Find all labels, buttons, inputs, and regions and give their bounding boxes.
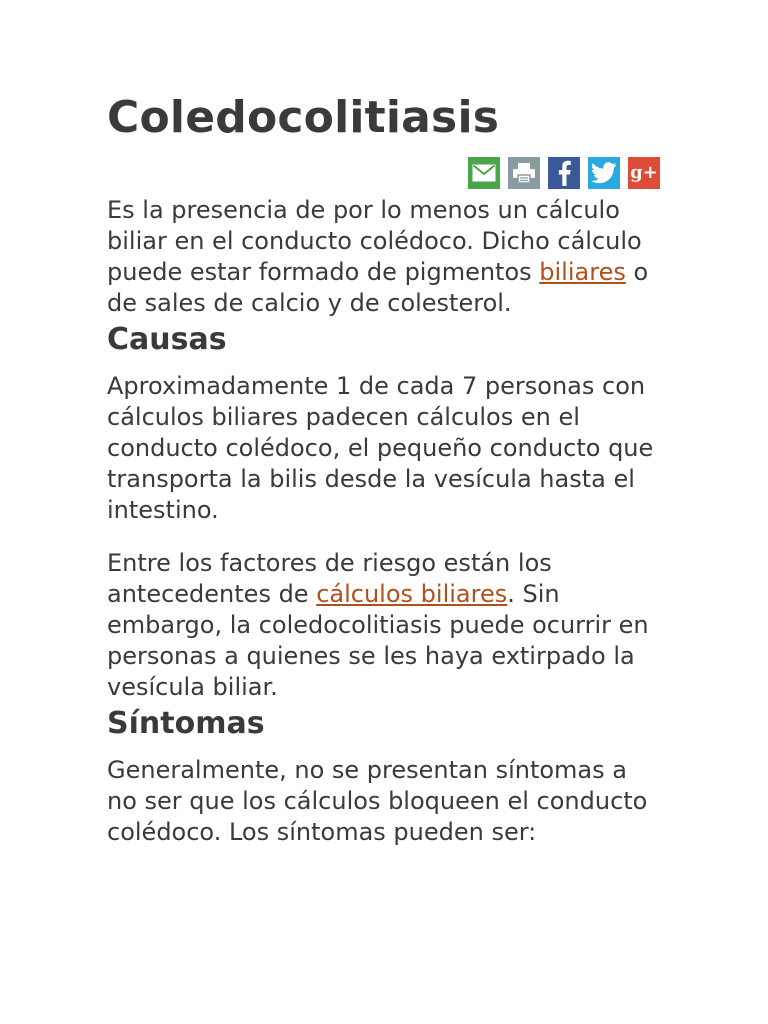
share-toolbar [107, 157, 660, 189]
causas-paragraph-2 [107, 548, 660, 703]
link-calculos-biliares[interactable]: cálculos biliares [316, 580, 508, 608]
intro-text-start: Es la presencia de por lo menos un cálculo biliar en el conducto colédoco. Dicho cálculo puede estar formado de pigmentos [107, 196, 642, 286]
section-heading-sintomas: Síntomas [107, 706, 265, 741]
print-icon [512, 162, 536, 184]
facebook-share-button[interactable] [548, 157, 580, 189]
email-share-button[interactable] [468, 157, 500, 189]
link-biliares[interactable]: biliares [539, 258, 626, 286]
causas-paragraph-1: Aproximadamente 1 de cada 7 personas con cálculos biliares padecen cálculos en el conducto colédoco, el pequeño conducto que transporta la bilis desde la vesícula hasta el intestino. [107, 372, 654, 524]
twitter-icon [591, 162, 617, 184]
print-button[interactable] [508, 157, 540, 189]
intro-text-end: o de sales de calcio y de colesterol. [107, 258, 649, 317]
google-plus-icon: g+ [630, 162, 658, 183]
section-heading-causas: Causas [107, 322, 227, 357]
intro-paragraph [107, 195, 660, 319]
causas-text-end: . Sin embargo, la coledocolitiasis puede ocurrir en personas a quienes se les haya extirpado la vesícula biliar. [107, 580, 649, 701]
facebook-icon [556, 160, 572, 186]
google-plus-share-button[interactable] [628, 157, 660, 189]
sintomas-paragraph-1: Generalmente, no se presentan síntomas a no ser que los cálculos bloqueen el conducto colédoco. Los síntomas pueden ser: [107, 756, 648, 846]
email-icon [472, 164, 496, 182]
page-title: Coledocolitiasis [107, 92, 500, 143]
twitter-share-button[interactable] [588, 157, 620, 189]
causas-text-start: Entre los factores de riesgo están los antecedentes de [107, 549, 552, 608]
